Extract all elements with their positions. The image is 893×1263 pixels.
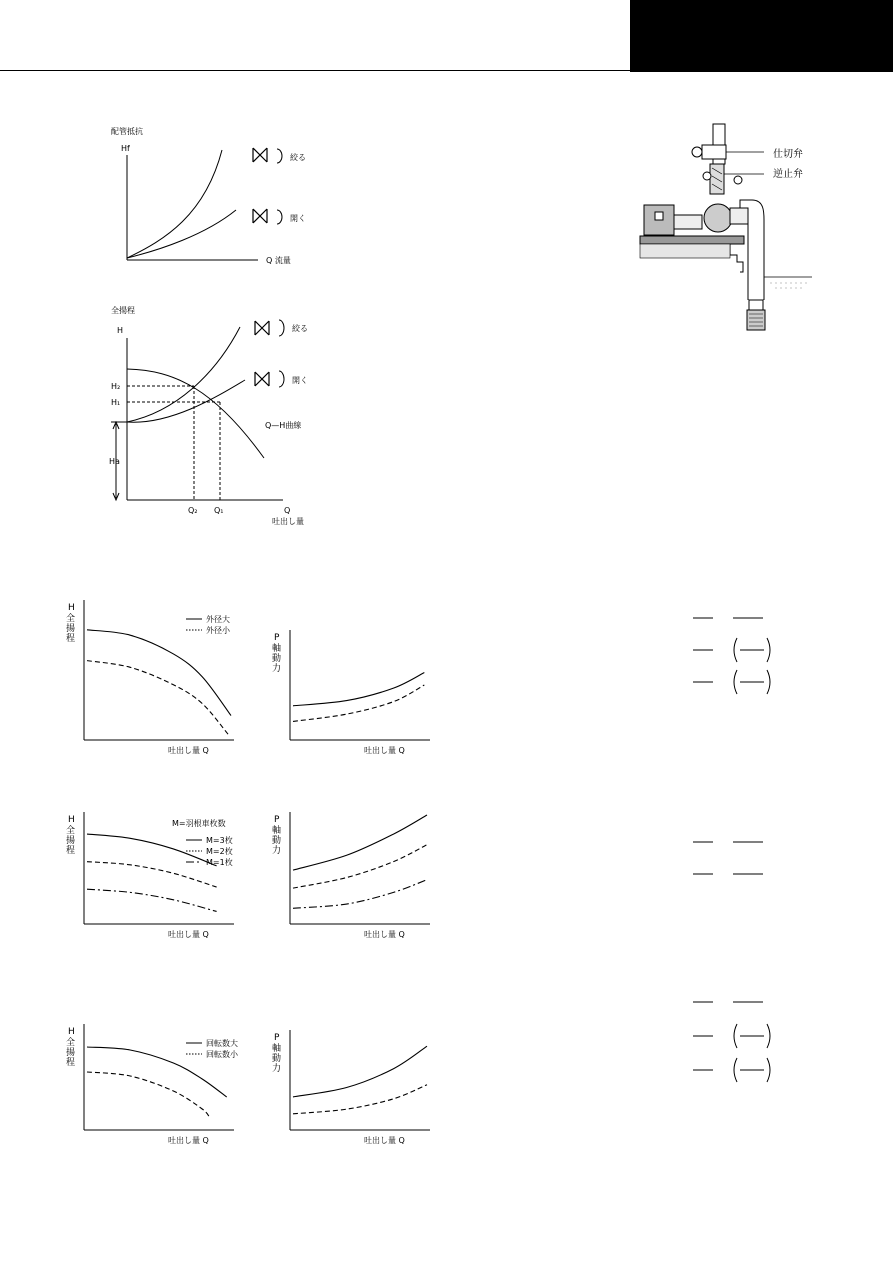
- legend-entry: M=2枚: [206, 847, 233, 856]
- x-axis-label: 吐出し量 Q: [168, 1136, 209, 1145]
- x-axis-label: 吐出し量 Q: [168, 746, 209, 755]
- valve-open-icon: [253, 209, 282, 224]
- y-axis-label-char: 動: [272, 836, 282, 846]
- flow-axis-label: Q 流量: [266, 256, 291, 265]
- series-line-1: [293, 673, 424, 706]
- valve-open-label: 開く: [290, 214, 306, 223]
- y-axis-label-char: 程: [66, 1058, 76, 1068]
- y-axis-label-char: 軸: [272, 1044, 282, 1054]
- performance-chart-1: [66, 600, 234, 755]
- y-axis-label-char: 力: [272, 664, 282, 674]
- series-line-2: [293, 685, 424, 721]
- system-curve-throttled: [127, 327, 240, 422]
- y-axis-label-char: 軸: [272, 826, 282, 836]
- formula-area-2: [693, 842, 763, 874]
- series-line-1: [87, 630, 231, 716]
- series-line-1: [293, 1046, 427, 1097]
- q-axis-label: Q: [284, 506, 291, 515]
- y-axis-label-char: 全: [66, 1038, 76, 1048]
- y-axis-label-char: 軸: [272, 644, 282, 654]
- valve-open-label: 開く: [292, 376, 308, 385]
- pipe-resistance-figure: [111, 126, 306, 265]
- h-axis-label: H: [117, 326, 124, 335]
- y-axis-label-char: 動: [272, 1054, 282, 1064]
- y-axis-letter: P: [274, 815, 280, 825]
- performance-chart-2: [272, 630, 430, 755]
- resistance-curve-open: [127, 210, 236, 258]
- performance-chart-5: [66, 1024, 239, 1145]
- q1-label: Q₁: [214, 506, 224, 515]
- valve-close-label: 絞る: [290, 153, 306, 162]
- series-line-3: [293, 880, 427, 909]
- ha-label: Ha: [109, 457, 120, 466]
- performance-chart-4: [272, 812, 430, 939]
- legend-title: M=羽根車枚数: [172, 819, 226, 828]
- h1-label: H₁: [111, 398, 121, 407]
- performance-charts: [66, 600, 430, 1145]
- y-axis-letter: P: [274, 1033, 280, 1043]
- series-line-2: [293, 1085, 427, 1114]
- series-line-2: [87, 1072, 209, 1117]
- valve-close-icon: [253, 148, 282, 163]
- y-axis-label-char: 全: [66, 614, 76, 624]
- y-axis-letter: P: [274, 633, 280, 643]
- legend-entry: M=1枚: [206, 858, 233, 867]
- y-axis-letter: H: [68, 815, 75, 825]
- valve-open-icon: [255, 371, 284, 387]
- y-axis-letter: H: [68, 1027, 75, 1037]
- y-axis-letter: H: [68, 603, 75, 613]
- y-axis-label-char: 揚: [66, 624, 76, 634]
- legend-entry: 回転数小: [206, 1050, 238, 1059]
- total-head-figure: [109, 305, 308, 526]
- q-h-curve: [127, 369, 264, 458]
- h2-label: H₂: [111, 382, 121, 391]
- performance-chart-3: [66, 812, 234, 939]
- y-axis-label-char: 揚: [66, 836, 76, 846]
- x-axis-label: 吐出し量 Q: [364, 1136, 405, 1145]
- hf-axis-label: Hf: [121, 144, 130, 153]
- legend-entry: 外径大: [206, 615, 230, 624]
- x-axis-label: 吐出し量 Q: [168, 930, 209, 939]
- legend-entry: 回転数大: [206, 1039, 238, 1048]
- y-axis-label-char: 全: [66, 826, 76, 836]
- discharge-label: 吐出し量: [272, 517, 304, 526]
- x-axis-label: 吐出し量 Q: [364, 746, 405, 755]
- formula-area-3: [693, 1002, 770, 1082]
- legend-entry: M=3枚: [206, 836, 233, 845]
- series-line-2: [87, 862, 217, 887]
- gate-valve-label: 仕切弁: [773, 149, 803, 160]
- check-valve-label: 逆止弁: [773, 169, 803, 180]
- y-axis-label-char: 力: [272, 1064, 282, 1074]
- x-axis-label: 吐出し量 Q: [364, 930, 405, 939]
- y-axis-label-char: 動: [272, 654, 282, 664]
- series-line-2: [293, 845, 427, 888]
- valve-close-label: 絞る: [292, 324, 308, 333]
- legend-entry: 外径小: [206, 626, 230, 635]
- series-line-1: [293, 815, 427, 870]
- performance-chart-6: [272, 1030, 430, 1145]
- q2-label: Q₂: [188, 506, 198, 515]
- valve-close-icon: [255, 320, 284, 336]
- y-axis-label-char: 力: [272, 846, 282, 856]
- series-line-2: [87, 661, 228, 735]
- resistance-curve-throttled: [127, 150, 222, 258]
- y-axis-label-char: 程: [66, 846, 76, 856]
- series-line-1: [87, 834, 217, 866]
- pipe-resistance-title: 配管抵抗: [111, 127, 143, 136]
- y-axis-label-char: 程: [66, 634, 76, 644]
- formula-area-1: [693, 618, 770, 694]
- q-h-curve-label: Q—H曲線: [265, 421, 302, 430]
- y-axis-label-char: 揚: [66, 1048, 76, 1058]
- total-head-title: 全揚程: [111, 306, 135, 315]
- series-line-3: [87, 889, 217, 911]
